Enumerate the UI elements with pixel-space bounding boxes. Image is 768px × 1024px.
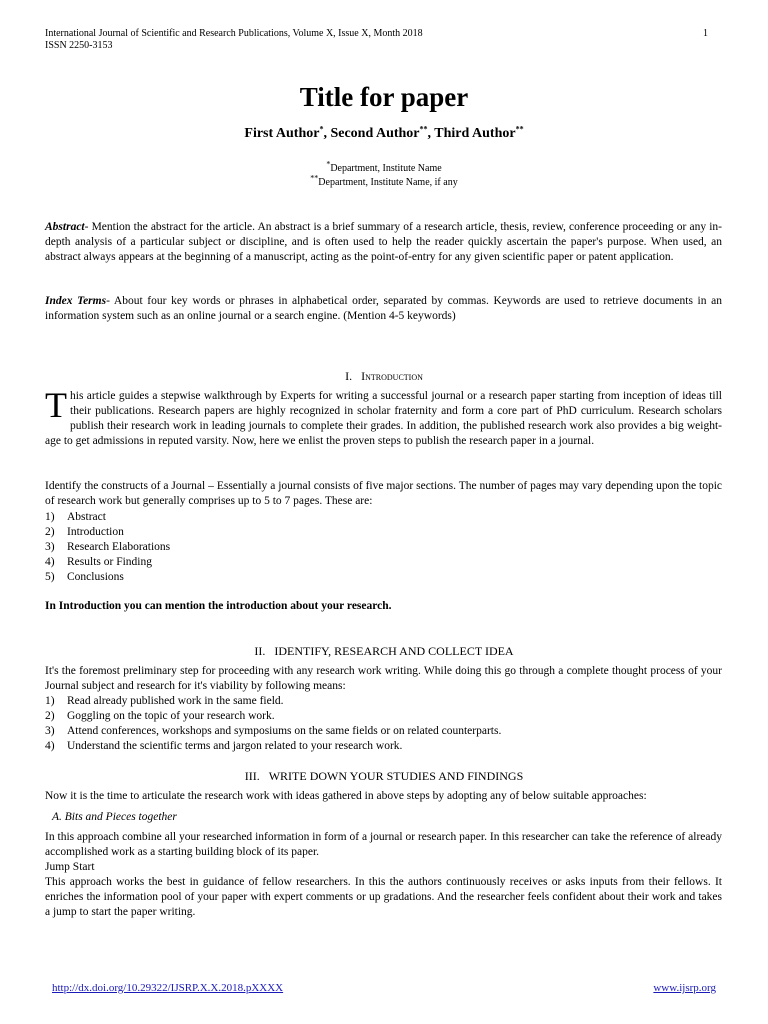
constructs-paragraph bbox=[45, 479, 722, 509]
website-link[interactable]: www.ijsrp.org bbox=[653, 982, 716, 994]
list-item bbox=[45, 525, 722, 540]
affiliation-mark: ** bbox=[310, 173, 319, 183]
index-terms-label: Index Terms bbox=[45, 295, 107, 307]
affiliation-mark: * bbox=[326, 159, 331, 169]
second-author-mark: ** bbox=[419, 124, 428, 134]
jump-start-label: Jump Start bbox=[45, 861, 95, 873]
index-terms bbox=[45, 294, 722, 324]
list-item bbox=[45, 709, 722, 724]
list-text: Read already published work in the same field. bbox=[67, 695, 284, 707]
list-text: Attend conferences, workshops and symposiums on the same fields or on related counterparts. bbox=[67, 725, 502, 737]
list-text: Conclusions bbox=[67, 571, 124, 583]
third-author: Third Author bbox=[434, 126, 516, 141]
list-item bbox=[45, 555, 722, 570]
approaches-body bbox=[45, 830, 722, 920]
list-number: 3) bbox=[45, 725, 55, 737]
index-terms-text: - About four key words or phrases in alphabetical order, separated by commas. Keywords are used to retrieve documents in an information system such as an online journal or a search engine. (Mention 4-5 keywords) bbox=[45, 295, 722, 322]
identify-section-body bbox=[45, 664, 722, 754]
section-numeral: II. bbox=[254, 644, 266, 658]
introduction-paragraph bbox=[45, 385, 722, 449]
list-number: 4) bbox=[45, 556, 55, 568]
author-separator: , bbox=[427, 126, 435, 141]
affiliation-2 bbox=[0, 173, 768, 189]
list-number: 1) bbox=[45, 511, 55, 523]
list-text: Goggling on the topic of your research work. bbox=[67, 710, 275, 722]
jump-start-text: This approach works the best in guidance of fellow researchers. In this the authors continuously receives or asks inputs from their fellows. It enriches the information pool of your paper with expert comments or up gradations. And the researcher feels confident about their work and takes a jump to start the paper writing. bbox=[45, 876, 722, 918]
second-author: Second Author bbox=[330, 126, 420, 141]
list-item bbox=[45, 570, 722, 585]
issn: ISSN 2250-3153 bbox=[45, 40, 113, 51]
affiliation-1 bbox=[0, 159, 768, 175]
identify-text: It's the foremost preliminary step for proceeding with any research work writing. While doing this go through a complete thought process of your Journal subject and research for it's viability by following means: bbox=[45, 665, 722, 692]
list-item bbox=[45, 540, 722, 555]
list-number: 2) bbox=[45, 710, 55, 722]
journal-line: International Journal of Scientific and Research Publications, Volume X, Issue X, Month 2018 bbox=[45, 28, 423, 39]
section-numeral: I. bbox=[345, 369, 353, 383]
list-item bbox=[45, 510, 722, 525]
introduction-text: his article guides a stepwise walkthrough by Experts for writing a successful journal or a research paper starting from inception of ideas till their publications. Research papers are highly recognized in scholar fraternity and form a core part of PhD curriculum. Research scholars publish their research work in leading journals to complete their grades. In addition, the published research work also provides a big weight-age to get admissions in reputed varsity. Now, here we enlist the proven steps to publish the research paper in a journal. bbox=[45, 390, 722, 447]
abstract bbox=[45, 220, 722, 265]
list-number: 1) bbox=[45, 695, 55, 707]
first-author-mark: * bbox=[319, 124, 324, 134]
section-title: WRITE DOWN YOUR STUDIES AND FINDINGS bbox=[268, 769, 524, 783]
introduction-note: In Introduction you can mention the introduction about your research. bbox=[45, 600, 392, 612]
section-heading-findings bbox=[0, 769, 768, 784]
list-number: 3) bbox=[45, 541, 55, 553]
list-text: Results or Finding bbox=[67, 556, 152, 568]
list-item bbox=[45, 739, 722, 754]
subsection-heading: A. Bits and Pieces together bbox=[52, 811, 177, 823]
list-number: 5) bbox=[45, 571, 55, 583]
author-separator: , bbox=[323, 126, 331, 141]
author-line bbox=[0, 126, 768, 142]
findings-text: Now it is the time to articulate the research work with ideas gathered in above steps by adopting any of below suitable approaches: bbox=[45, 790, 647, 802]
running-header bbox=[45, 28, 708, 52]
section-numeral: III. bbox=[244, 769, 260, 783]
paper-title: Title for paper bbox=[299, 82, 469, 112]
abstract-label: Abstract bbox=[45, 221, 85, 233]
list-text: Research Elaborations bbox=[67, 541, 171, 553]
findings-intro bbox=[45, 789, 722, 804]
list-number: 2) bbox=[45, 526, 55, 538]
list-text: Abstract bbox=[67, 511, 106, 523]
list-text: Understand the scientific terms and jargon related to your research work. bbox=[67, 740, 403, 752]
doi-link[interactable]: http://dx.doi.org/10.29322/IJSRP.X.X.2018.pXXXX bbox=[52, 982, 284, 994]
affiliation-text: Department, Institute Name, if any bbox=[318, 177, 458, 188]
affiliation-text: Department, Institute Name bbox=[330, 163, 442, 174]
list-item bbox=[45, 724, 722, 739]
section-heading-introduction bbox=[0, 369, 768, 384]
third-author-mark: ** bbox=[515, 124, 524, 134]
page-number: 1 bbox=[703, 28, 708, 39]
abstract-text: - Mention the abstract for the article. An abstract is a brief summary of a research article, thesis, review, conference proceeding or any in-depth analysis of a particular subject or discipline, and is often used to help the reader quickly ascertain the paper's purpose. When used, an abstract always appears at the beginning of a manuscript, acting as the point-of-entry for any given scientific paper or patent application. bbox=[45, 221, 722, 263]
drop-cap: T bbox=[45, 385, 67, 425]
first-author: First Author bbox=[244, 126, 320, 141]
bits-pieces-text: In this approach combine all your researched information in form of a journal or research paper. In this researcher can take the reference of already accomplished work as a starting building block of its paper. bbox=[45, 831, 722, 858]
section-title: IDENTIFY, RESEARCH AND COLLECT IDEA bbox=[274, 644, 514, 658]
section-heading-identify bbox=[0, 644, 768, 659]
list-item bbox=[45, 694, 722, 709]
sections-list bbox=[45, 510, 722, 585]
list-number: 4) bbox=[45, 740, 55, 752]
constructs-text: Identify the constructs of a Journal – Essentially a journal consists of five major sections. The number of pages may vary depending upon the topic of research work but generally comprises up to 5 to 7 pages. These are: bbox=[45, 480, 722, 507]
section-title: Introduction bbox=[361, 369, 423, 383]
list-text: Introduction bbox=[67, 526, 124, 538]
